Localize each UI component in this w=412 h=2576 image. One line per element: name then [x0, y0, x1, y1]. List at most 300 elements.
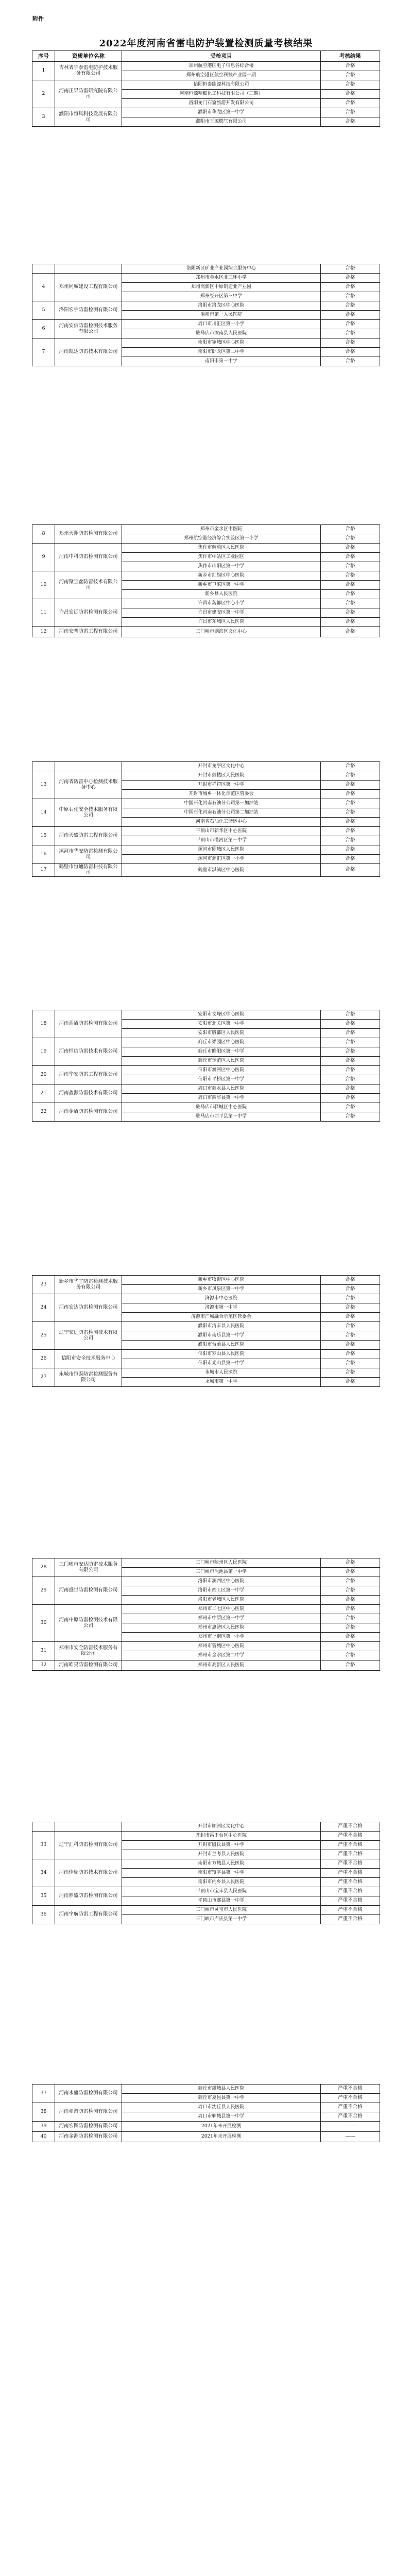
seq-cell [32, 1822, 55, 1832]
org-cell: 郑州市安全防雷技术服务有限公司 [55, 1642, 122, 1660]
result-cell: 合格 [321, 808, 380, 818]
table-row [32, 1859, 380, 1869]
project-cell: 开封市城乡一体化示范区管委会 [122, 790, 321, 799]
result-cell: 合格 [321, 1605, 380, 1614]
project-cell: 焦作市解放区人民医院 [122, 544, 321, 553]
project-cell: 三门峡市渑池县第一中学 [122, 1568, 321, 1577]
table-row [32, 1558, 380, 1568]
result-cell: 合格 [321, 1103, 380, 1112]
result-cell: 合格 [321, 274, 380, 283]
result-cell: 合格 [321, 1047, 380, 1057]
project-cell: 南阳市内乡县人民医院 [122, 1878, 321, 1887]
table-row [32, 301, 380, 311]
result-cell: 合格 [321, 790, 380, 799]
result-cell: 合格 [321, 827, 380, 836]
result-cell: 合格 [321, 1322, 380, 1331]
result-cell: 合格 [321, 762, 380, 771]
project-cell: 信阳恒泰能源科技有限公司 [122, 80, 321, 90]
seq-cell: 14 [32, 799, 55, 827]
org-cell: 河南安信防雷检测技术服务有限公司 [55, 320, 122, 338]
project-cell: 南阳市镇平县第一中学 [122, 1869, 321, 1878]
org-cell: 河南和谐防雷检测有限公司 [55, 2103, 122, 2122]
result-cell: 合格 [321, 1633, 380, 1642]
project-cell: 河南省石油化工储运中心 [122, 818, 321, 827]
result-cell: 合格 [321, 80, 380, 90]
org-cell: 濮阳市恒风科技发展有限公司 [55, 108, 122, 127]
seq-cell: 10 [32, 571, 55, 599]
result-cell: 合格 [321, 283, 380, 292]
table-row [32, 599, 380, 608]
result-cell: 合格 [321, 1341, 380, 1350]
seq-cell: 17 [32, 864, 55, 877]
project-cell: 周口市商水县人民医院 [122, 1084, 321, 1094]
org-cell: 河南省防雷中心检测技术服务中心 [55, 771, 122, 799]
project-cell: 周口市西华县第一中学 [122, 1094, 321, 1103]
result-cell: 合格 [321, 1596, 380, 1605]
project-cell: 南阳市第一中学 [122, 357, 321, 366]
org-cell: 河南金盾防雷检测有限公司 [55, 1103, 122, 1122]
result-cell: 合格 [321, 1651, 380, 1660]
result-cell: 合格 [321, 348, 380, 357]
project-cell: 安阳市文峰区中心医院 [122, 1010, 321, 1020]
result-cell: 合格 [321, 1084, 380, 1094]
org-cell: 河南鑫源防雷技术有限公司 [55, 1084, 122, 1103]
result-cell: 合格 [321, 1066, 380, 1075]
seq-cell: 21 [32, 1084, 55, 1103]
project-cell: 许昌市东城区人民医院 [122, 618, 321, 627]
table-row [32, 1322, 380, 1331]
project-cell: 濮阳市华龙区第一中学 [122, 108, 321, 117]
result-cell: 合格 [321, 301, 380, 311]
results-table-section [32, 524, 380, 637]
org-cell: 信阳市安全技术服务中心 [55, 1350, 122, 1368]
project-cell: 开封市鼓楼区人民医院 [122, 771, 321, 781]
project-cell: 中国石化河南石油分公司第一加油站 [122, 799, 321, 808]
result-cell: 合格 [321, 1331, 380, 1341]
result-cell: 合格 [321, 845, 380, 855]
project-cell: 洛阳龙门石窟旅游开发有限公司 [122, 99, 321, 108]
project-cell: 郑州市金水区第二中学 [122, 1651, 321, 1660]
project-cell: 郑州市中原区第一中学 [122, 1614, 321, 1623]
result-cell: 严重不合格 [321, 2084, 380, 2094]
result-cell: 合格 [321, 1075, 380, 1084]
project-cell: 南阳市方城县人民医院 [122, 1859, 321, 1869]
project-cell: 永城市第一中学 [122, 1378, 321, 1387]
table-row [32, 320, 380, 329]
project-cell: 平顶山市宝丰县人民医院 [122, 1887, 321, 1896]
result-cell: 合格 [321, 357, 380, 366]
result-cell: 合格 [321, 90, 380, 99]
results-table-section [32, 1822, 380, 1924]
project-cell: 新乡县人民医院 [122, 590, 321, 599]
project-cell: 濮阳市台前县人民医院 [122, 1341, 321, 1350]
result-cell: 合格 [321, 1378, 380, 1387]
result-cell: 严重不合格 [321, 1869, 380, 1878]
table-row [32, 1642, 380, 1651]
result-cell: 合格 [321, 562, 380, 571]
project-cell: 开封市龙亭区文化中心 [122, 762, 321, 771]
result-cell: 合格 [321, 1112, 380, 1122]
org-cell: 辽宁汇科防雷检测有限公司 [55, 1832, 122, 1859]
result-cell: 合格 [321, 544, 380, 553]
project-cell: 商丘市虞城县人民医院 [122, 2084, 321, 2094]
result-cell: 严重不合格 [321, 1896, 380, 1906]
org-cell: 永城市恒泰防雷检测服务有限公司 [55, 1368, 122, 1387]
project-cell: 南阳市卧龙区第二中学 [122, 348, 321, 357]
result-cell: 合格 [321, 1614, 380, 1623]
org-cell: 河南聚宝盆防雷技术有限公司 [55, 571, 122, 599]
seq-cell [32, 762, 55, 771]
project-cell: 南阳市宛城区中心医院 [122, 338, 321, 348]
project-cell: 郑州航空港区电子信息谷综合楼 [122, 62, 321, 71]
project-cell: 漯河市源汇区第一小学 [122, 855, 321, 864]
project-cell: 信阳市光山县第一中学 [122, 1359, 321, 1368]
project-cell: 三门峡市灵宝市人民医院 [122, 1906, 321, 1915]
table-row [32, 762, 380, 771]
results-table-section [32, 1010, 380, 1122]
result-cell: 合格 [321, 1094, 380, 1103]
project-cell: 中国石化河南石油分公司第二加油站 [122, 808, 321, 818]
project-cell: 洛阳市西工区第一中学 [122, 1586, 321, 1596]
result-cell: 合格 [321, 864, 380, 877]
result-cell: 合格 [321, 62, 380, 71]
seq-cell: 37 [32, 2084, 55, 2103]
project-cell: 郑州市金水区北三环小学 [122, 274, 321, 283]
column-header-project: 受检项目 [122, 51, 321, 62]
org-cell [55, 762, 122, 771]
table-row [32, 2132, 380, 2142]
result-cell: 严重不合格 [321, 1878, 380, 1887]
project-cell: 三门峡市卢氏县第一中学 [122, 1915, 321, 1924]
result-cell: 合格 [321, 553, 380, 562]
result-cell: 合格 [321, 608, 380, 618]
result-cell: 合格 [321, 590, 380, 599]
table-row [32, 1294, 380, 1303]
project-cell: 洛阳新区矿业产业园综合服务中心 [122, 264, 321, 274]
result-cell: 合格 [321, 599, 380, 608]
org-cell: 河南蓝盾防雷检测有限公司 [55, 1010, 122, 1038]
seq-cell: 3 [32, 108, 55, 127]
table-row [32, 571, 380, 581]
project-cell: 郑州市惠济区人民医院 [122, 1623, 321, 1633]
org-cell: 河南宇航防雷工程有限公司 [55, 1906, 122, 1924]
seq-cell: 25 [32, 1322, 55, 1350]
project-cell: 商丘市示范区人民医院 [122, 1057, 321, 1066]
seq-cell: 29 [32, 1577, 55, 1605]
org-cell: 河南宏达防雷检测有限公司 [55, 1294, 122, 1322]
attachment-label: 附件 [32, 15, 44, 22]
result-cell: 合格 [321, 264, 380, 274]
result-cell: 合格 [321, 1368, 380, 1378]
table-row [32, 1887, 380, 1896]
project-cell: 周口市川汇区第一小学 [122, 320, 321, 329]
project-cell: 郑州高新区中原制造业产业园 [122, 283, 321, 292]
project-cell: 河南恒源精细化工科技有限公司（三期） [122, 90, 321, 99]
project-cell: 郑州市高新区人民医院 [122, 1660, 321, 1671]
results-table-section [32, 1275, 380, 1387]
result-cell: 合格 [321, 292, 380, 301]
project-cell: 永城市人民医院 [122, 1368, 321, 1378]
org-cell: 河南正果防雷研究院有限公司 [55, 80, 122, 108]
project-cell: 新乡市牧野区中心医院 [122, 1276, 321, 1285]
project-cell: 郑州航空港区航空科技产业园一期 [122, 71, 321, 80]
project-cell: 周口市沈丘县人民医院 [122, 2103, 321, 2112]
result-cell: —— [321, 2122, 380, 2132]
result-cell: 严重不合格 [321, 1859, 380, 1869]
project-cell: 洛阳市老城区人民医院 [122, 1596, 321, 1605]
table-row [32, 1276, 380, 1285]
project-cell: 开封市兰考县人民医院 [122, 1850, 321, 1859]
seq-cell: 2 [32, 80, 55, 108]
project-cell: 平顶山市湛河区第一中学 [122, 836, 321, 845]
result-cell: 严重不合格 [321, 2103, 380, 2112]
org-cell: 河南金源防雷检测有限公司 [55, 2132, 122, 2142]
seq-cell: 23 [32, 1276, 55, 1294]
result-cell: 合格 [321, 108, 380, 117]
project-cell: 新乡市凤泉区第一中学 [122, 1285, 321, 1294]
org-cell: 河南佳瑞防雷技术有限公司 [55, 1859, 122, 1887]
seq-cell [32, 264, 55, 274]
table-header-row [32, 51, 380, 62]
project-cell: 周口市郸城县第一中学 [122, 2112, 321, 2122]
result-cell: 严重不合格 [321, 2094, 380, 2103]
org-cell: 河南天盛防雷工程有限公司 [55, 827, 122, 845]
org-cell: 河南华安防雷工程有限公司 [55, 1066, 122, 1084]
result-cell: 合格 [321, 1057, 380, 1066]
result-cell: 合格 [321, 1642, 380, 1651]
result-cell: 合格 [321, 1038, 380, 1047]
seq-cell: 40 [32, 2132, 55, 2142]
table-row [32, 274, 380, 283]
project-cell: 洛阳市洛龙区中心医院 [122, 301, 321, 311]
org-cell: 中原石化安全技术服务有限公司 [55, 799, 122, 827]
table-row [32, 1350, 380, 1359]
project-cell: 信阳市罗山县人民医院 [122, 1350, 321, 1359]
project-cell: 焦作市山阳区第一中学 [122, 562, 321, 571]
table-row [32, 1906, 380, 1915]
result-cell: 合格 [321, 1020, 380, 1029]
org-cell: 河南盛世防雷检测有限公司 [55, 1577, 122, 1605]
org-cell: 许昌宏远防雷检测有限公司 [55, 599, 122, 627]
result-cell: 合格 [321, 1303, 380, 1313]
project-cell: 郑州市上街区第一小学 [122, 1633, 321, 1642]
org-cell: 郑州同城建设工程有限公司 [55, 274, 122, 301]
project-cell: 新乡市卫滨区第一中学 [122, 581, 321, 590]
project-cell: 信阳市浉河区中心医院 [122, 1066, 321, 1075]
result-cell: 合格 [321, 99, 380, 108]
result-cell: 合格 [321, 627, 380, 637]
table-row [32, 771, 380, 781]
table-row [32, 1577, 380, 1586]
result-cell: 合格 [321, 1029, 380, 1038]
org-cell: 河南中原防雷检测技术有限公司 [55, 1605, 122, 1642]
seq-cell: 36 [32, 1906, 55, 1924]
result-cell: 合格 [321, 581, 380, 590]
seq-cell: 7 [32, 338, 55, 366]
project-cell: 许昌市魏都区中心小学 [122, 599, 321, 608]
org-cell: 辽宁宏远防雷检测技术有限公司 [55, 1322, 122, 1350]
result-cell: —— [321, 2132, 380, 2142]
org-cell: 新乡市华宇防雷检测技术服务有限公司 [55, 1276, 122, 1294]
seq-cell: 20 [32, 1066, 55, 1084]
org-cell: 河南中科防雷检测有限公司 [55, 544, 122, 571]
result-cell: 合格 [321, 1558, 380, 1568]
results-table-section [32, 1558, 380, 1671]
column-header-org: 资质单位名称 [55, 51, 122, 62]
column-header-seq: 序号 [32, 51, 55, 62]
project-cell: 郑州经开区第三中学 [122, 292, 321, 301]
result-cell: 合格 [321, 1623, 380, 1633]
result-cell: 严重不合格 [321, 1850, 380, 1859]
project-cell: 济源市产城融合示范区管委会 [122, 1313, 321, 1322]
seq-cell: 9 [32, 544, 55, 571]
table-row [32, 1605, 380, 1614]
seq-cell: 5 [32, 301, 55, 320]
result-cell: 合格 [321, 320, 380, 329]
table-row [32, 544, 380, 553]
result-cell: 合格 [321, 329, 380, 338]
table-row [32, 1084, 380, 1094]
project-cell: 郑州市金水区中医院 [122, 525, 321, 534]
org-cell: 河南皓昊防雷检测有限公司 [55, 1660, 122, 1671]
project-cell: 驻马店市驿城区中心医院 [122, 1103, 321, 1112]
org-cell: 吉林省宇泰雷电防护技术服务有限公司 [55, 62, 122, 80]
project-cell: 偃师市第一人民医院 [122, 311, 321, 320]
result-cell: 合格 [321, 1313, 380, 1322]
result-cell: 合格 [321, 525, 380, 534]
project-cell: 安阳市北关区第一中学 [122, 1020, 321, 1029]
table-row [32, 2084, 380, 2094]
table-row [32, 799, 380, 808]
table-row [32, 1010, 380, 1020]
project-cell: 许昌市建安区第一中学 [122, 608, 321, 618]
org-cell: 洛阳宏宇防雷检测有限公司 [55, 301, 122, 320]
result-cell: 合格 [321, 1350, 380, 1359]
table-row [32, 80, 380, 90]
seq-cell: 32 [32, 1660, 55, 1671]
result-cell: 严重不合格 [321, 1915, 380, 1924]
org-cell: 河南安普防雷工程有限公司 [55, 627, 122, 637]
seq-cell: 11 [32, 599, 55, 627]
result-cell: 合格 [321, 818, 380, 827]
table-row [32, 1066, 380, 1075]
result-cell: 严重不合格 [321, 1906, 380, 1915]
table-row [32, 1832, 380, 1841]
project-cell: 三门峡市湖滨区文化中心 [122, 627, 321, 637]
result-cell: 合格 [321, 781, 380, 790]
seq-cell: 19 [32, 1038, 55, 1066]
project-cell: 平顶山市新华区中心医院 [122, 827, 321, 836]
seq-cell: 26 [32, 1350, 55, 1368]
table-row [32, 264, 380, 274]
project-cell: 郑州市二七区中心医院 [122, 1605, 321, 1614]
project-cell: 平顶山市郏县第一中学 [122, 1896, 321, 1906]
project-cell: 商丘市梁园区中心医院 [122, 1038, 321, 1047]
org-cell: 漯河市华安防雷检测有限公司 [55, 845, 122, 864]
seq-cell: 24 [32, 1294, 55, 1322]
table-row [32, 1822, 380, 1832]
result-cell: 合格 [321, 1577, 380, 1586]
project-cell: 济源市第一中学 [122, 1303, 321, 1313]
table-row [32, 62, 380, 71]
org-cell: 河南永盛防雷检测有限公司 [55, 2084, 122, 2103]
seq-cell: 31 [32, 1642, 55, 1660]
project-cell: 漯河市郾城区人民医院 [122, 845, 321, 855]
org-cell [55, 1822, 122, 1832]
result-cell: 严重不合格 [321, 1832, 380, 1841]
result-cell: 合格 [321, 1294, 380, 1303]
project-cell: 安阳市殷都区人民医院 [122, 1029, 321, 1038]
result-cell: 合格 [321, 71, 380, 80]
result-cell: 严重不合格 [321, 1887, 380, 1896]
seq-cell: 30 [32, 1605, 55, 1642]
project-cell: 2021年未开展检测 [122, 2132, 321, 2142]
result-cell: 合格 [321, 534, 380, 544]
results-table-section [32, 761, 380, 877]
table-row [32, 1103, 380, 1112]
seq-cell: 15 [32, 827, 55, 845]
table-row [32, 525, 380, 534]
result-cell: 严重不合格 [321, 1841, 380, 1850]
result-cell: 合格 [321, 1276, 380, 1285]
table-row [32, 627, 380, 637]
project-cell: 郑州市管城区中心医院 [122, 1642, 321, 1651]
result-cell: 合格 [321, 799, 380, 808]
seq-cell: 13 [32, 771, 55, 799]
result-cell: 合格 [321, 117, 380, 127]
result-cell: 合格 [321, 836, 380, 845]
project-cell: 郑州航空港经济综合实验区第一小学 [122, 534, 321, 544]
project-cell: 驻马店市西平县第一中学 [122, 1112, 321, 1122]
project-cell: 焦作市中站区工业园区 [122, 553, 321, 562]
seq-cell: 16 [32, 845, 55, 864]
project-cell: 开封市顺河区文化中心 [122, 1822, 321, 1832]
table-row [32, 2103, 380, 2112]
seq-cell: 39 [32, 2122, 55, 2132]
table-row [32, 1368, 380, 1378]
project-cell: 开封市尉氏县第一中学 [122, 1841, 321, 1850]
table-row [32, 108, 380, 117]
seq-cell: 6 [32, 320, 55, 338]
project-cell: 开封市禹王台区中心医院 [122, 1832, 321, 1841]
result-cell: 合格 [321, 855, 380, 864]
table-row [32, 827, 380, 836]
seq-cell: 33 [32, 1832, 55, 1859]
result-cell: 严重不合格 [321, 2112, 380, 2122]
org-cell: 河南恒信防雷技术有限公司 [55, 1038, 122, 1066]
project-cell: 濮阳市清丰县人民医院 [122, 1322, 321, 1331]
column-header-result: 考核结果 [321, 51, 380, 62]
org-cell: 河南鼎盛防雷检测有限公司 [55, 1887, 122, 1906]
result-cell: 合格 [321, 311, 380, 320]
result-cell: 合格 [321, 571, 380, 581]
org-cell [55, 264, 122, 274]
project-cell: 济源市中心医院 [122, 1294, 321, 1303]
table-row [32, 338, 380, 348]
project-cell: 洛阳市涧西区中心医院 [122, 1577, 321, 1586]
project-cell: 商丘市夏邑县第一中学 [122, 2094, 321, 2103]
project-cell: 濮阳市玉源燃气有限公司 [122, 117, 321, 127]
project-cell: 新乡市红旗区中心医院 [122, 571, 321, 581]
project-cell: 三门峡市陕州区人民医院 [122, 1558, 321, 1568]
org-cell: 鹤壁市恒通防雷科技有限公司 [55, 864, 122, 877]
seq-cell: 27 [32, 1368, 55, 1387]
project-cell: 开封市祥符区第一中学 [122, 781, 321, 790]
result-cell: 合格 [321, 1010, 380, 1020]
project-cell: 信阳市平桥区第一中学 [122, 1075, 321, 1084]
project-cell: 驻马店市汝南县人民医院 [122, 329, 321, 338]
result-cell: 合格 [321, 771, 380, 781]
